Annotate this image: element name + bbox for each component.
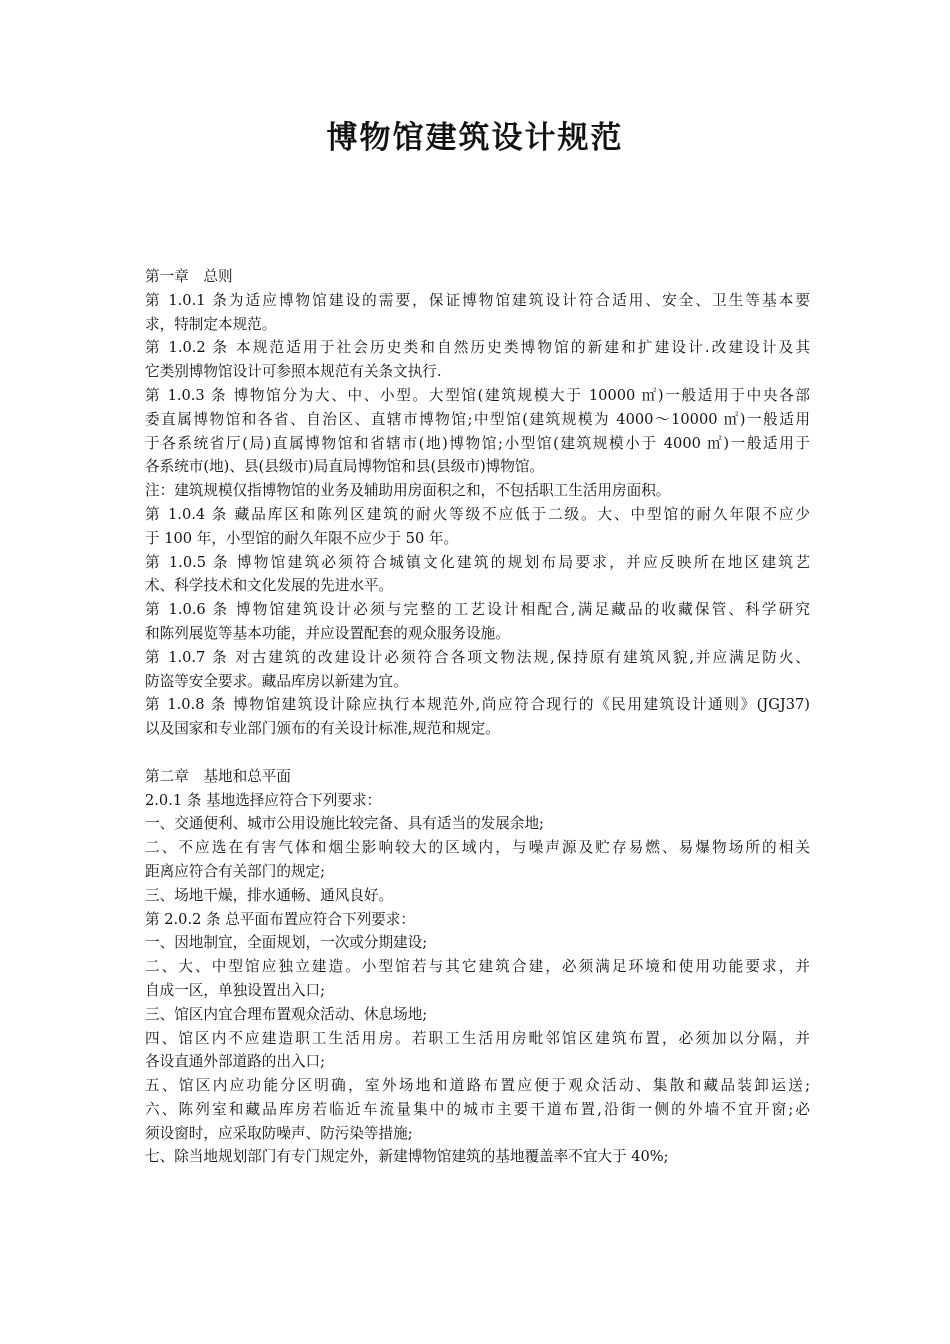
paragraph-line: 第 1.0.3 条 博物馆分为大、中、小型。大型馆(建筑规模大于 10000 ㎡)一般适用于中央各部: [145, 386, 810, 404]
chapter-2-heading: 第二章 基地和总平面: [145, 767, 291, 785]
paragraph-line: 于 100 年，小型馆的耐久年限不应少于 50 年。: [145, 529, 459, 547]
paragraph-line: 二、大、中型馆应独立建造。小型馆若与其它建筑合建，必须满足环境和使用功能要求，并: [145, 958, 810, 976]
paragraph-line: 求，特制定本规范。: [145, 315, 277, 333]
chapter-1-heading: 第一章 总则: [145, 268, 233, 285]
paragraph-line: 第 1.0.2 条 本规范适用于社会历史类和自然历史类博物馆的新建和扩建设计.改建设计及其: [145, 339, 810, 357]
paragraph-line: 防盗等安全要求。藏品库房以新建为宜。: [145, 672, 408, 690]
paragraph-line: 七、除当地规划部门有专门规定外，新建博物馆建筑的基地覆盖率不宜大于 40%;: [145, 1148, 669, 1166]
paragraph-line: 第 1.0.8 条 博物馆建筑设计除应执行本规范外,尚应符合现行的《民用建筑设计通则》(JGJ37): [145, 696, 810, 714]
paragraph-line: 术、科学技术和文化发展的先进水平。: [145, 577, 394, 595]
paragraph-line: 各设直通外部道路的出入口;: [145, 1053, 326, 1071]
note-line: 注：建筑规模仅指博物馆的业务及辅助用房面积之和，不包括职工生活用房面积。: [145, 482, 671, 500]
paragraph-line: 第 2.0.2 条 总平面布置应符合下列要求：: [145, 910, 415, 928]
paragraph-line: 四、馆区内不应建造职工生活用房。若职工生活用房毗邻馆区建筑布置，必须加以分隔，并: [145, 1029, 810, 1047]
paragraph-line: 以及国家和专业部门颁布的有关设计标准,规范和规定。: [145, 720, 500, 738]
paragraph-line: 第 1.0.4 条 藏品库区和陈列区建筑的耐火等级不应低于二级。大、中型馆的耐久年限不应少: [145, 505, 810, 523]
paragraph-line: 六、陈列室和藏品库房若临近车流量集中的城市主要干道布置,沿街一侧的外墙不宜开窗;必: [145, 1100, 810, 1118]
paragraph-line: 第 1.0.5 条 博物馆建筑必须符合城镇文化建筑的规划布局要求，并应反映所在地区建筑艺: [145, 553, 810, 571]
section-spacer: [145, 741, 810, 765]
paragraph-line: 2.0.1 条 基地选择应符合下列要求：: [145, 791, 382, 809]
paragraph-line: 各系统市(地)、县(县级市)局直局博物馆和县(县级市)博物馆。: [145, 458, 545, 476]
document-body: [145, 265, 810, 1169]
paragraph-line: 于各系统省厅(局)直属博物馆和省辖市(地)博物馆;小型馆(建筑规模小于 4000 ㎡)一般适用于: [145, 434, 810, 452]
paragraph-line: 三、馆区内宜合理布置观众活动、休息场地;: [145, 1005, 428, 1023]
paragraph-line: 第 1.0.1 条为适应博物馆建设的需要，保证博物馆建筑设计符合适用、安全、卫生等基本要: [145, 291, 810, 309]
paragraph-line: 它类别博物馆设计可参照本规范有关条文执行.: [145, 363, 442, 381]
paragraph-line: 和陈列展览等基本功能，并应设置配套的观众服务设施。: [145, 624, 510, 642]
paragraph-line: 第 1.0.6 条 博物馆建筑设计必须与完整的工艺设计相配合,满足藏品的收藏保管、科学研究: [145, 601, 810, 619]
paragraph-line: 委直属博物馆和各省、自治区、直辖市博物馆;中型馆(建筑规模为 4000～10000 ㎡)一般适用: [145, 410, 810, 428]
paragraph-line: 须设窗时，应采取防噪声、防污染等措施;: [145, 1124, 413, 1142]
document-title: 博物馆建筑设计规范: [326, 120, 624, 156]
paragraph-line: 第 1.0.7 条 对古建筑的改建设计必须符合各项文物法规,保持原有建筑风貌,并应满足防火、: [145, 648, 810, 666]
paragraph-line: 自成一区，单独设置出入口;: [145, 981, 326, 999]
paragraph-line: 距离应符合有关部门的规定;: [145, 862, 326, 880]
paragraph-line: 二、不应选在有害气体和烟尘影响较大的区域内，与噪声源及贮存易燃、易爆物场所的相关: [145, 839, 810, 857]
paragraph-line: 五、馆区内应功能分区明确，室外场地和道路布置应便于观众活动、集散和藏品装卸运送;: [145, 1077, 810, 1095]
paragraph-line: 一、因地制宜，全面规划，一次或分期建设;: [145, 934, 428, 952]
paragraph-line: 一、交通便利、城市公用设施比较完备、具有适当的发展余地;: [145, 815, 544, 833]
paragraph-line: 三、场地干燥，排水通畅、通风良好。: [145, 886, 394, 904]
